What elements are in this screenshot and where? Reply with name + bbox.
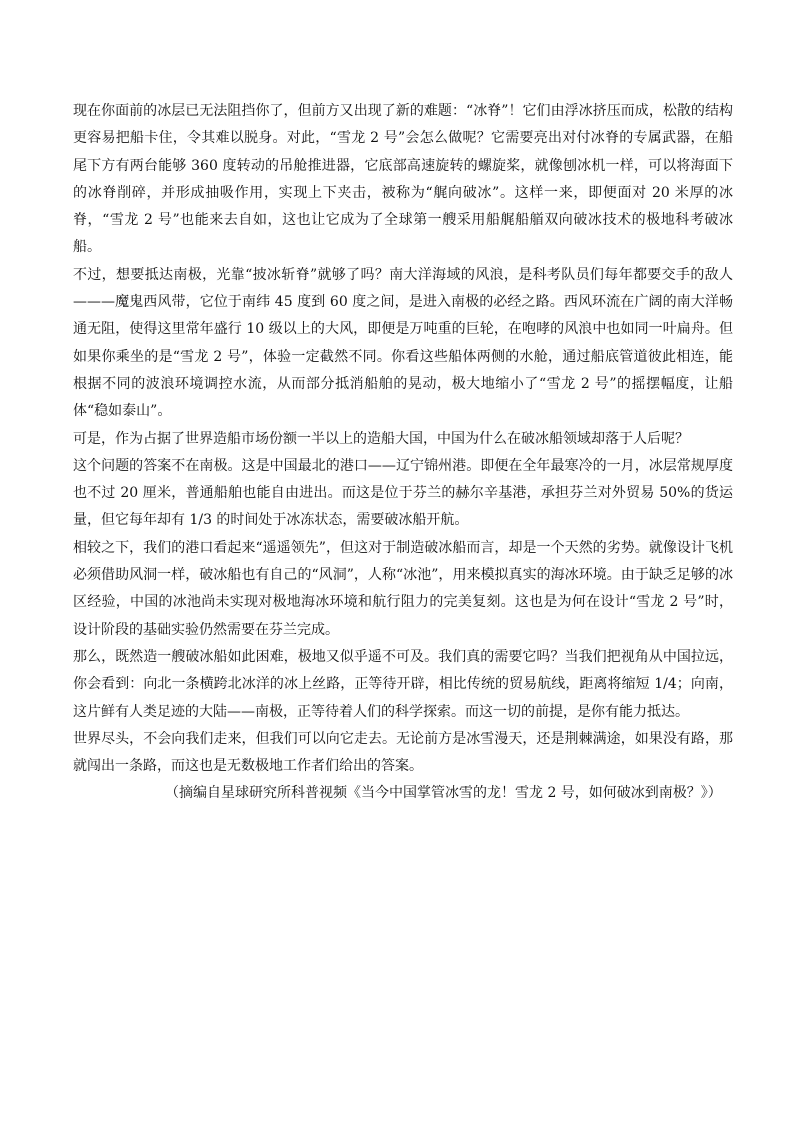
paragraph-ports: 这个问题的答案不在南极。这是中国最北的港口——辽宁锦州港。即便在全年最寒冷的一月，冰层常规厚度也不过 20 厘米，普通船舶也能自由进出。而这是位于芬兰的赫尔辛基港，承担芬兰对外贸易 50%的货运量，但它每年却有 1/3 的时间处于冰冻状态，需要破冰船开航。 — [73, 457, 733, 529]
source-citation: （摘编自星球研究所科普视频《当今中国掌管冰雪的龙！雪龙 2 号，如何破冰到南极？》） — [165, 785, 722, 802]
paragraph-ice-ridge: 现在你面前的冰层已无法阻挡你了，但前方又出现了新的难题：“冰脊”！它们由浮冰挤压而成，松散的结构更容易把船卡住，令其难以脱身。对此，“雪龙 2 号”会怎么做呢？它需要亮出对付冰脊的专属武器，在船尾下方有两台能够 360 度转动的吊舱推进器，它底部高速旋转的螺旋桨，就像刨冰机一样，可以将海面下的冰脊削碎，并形成抽吸作用，实现上下夹击，被称为“艉向破冰”。这样一来，即便面对 20 米厚的冰脊，“雪龙 2 号”也能来去自如，这也让它成为了全球第一艘采用船艉船艏双向破冰技术的极地科考破冰船。 — [73, 103, 733, 256]
document-page — [73, 98, 733, 808]
paragraph-ice-basin: 相较之下，我们的港口看起来“遥遥领先”，但这对于制造破冰船而言，却是一个天然的劣势。就像设计飞机必须借助风洞一样，破冰船也有自己的“风洞”，人称“冰池”，用来模拟真实的海冰环境。由于缺乏足够的冰区经验，中国的冰池尚未实现对极地海冰环境和航行阻力的完美复刻。这也是为何在设计“雪龙 2 号”时，设计阶段的基础实验仍然需要在芬兰完成。 — [73, 539, 733, 638]
paragraph-question: 可是，作为占据了世界造船市场份额一半以上的造船大国，中国为什么在破冰船领域却落于人后呢？ — [73, 430, 689, 447]
paragraph-westerlies: 不过，想要抵达南极，光靠“披冰斩脊”就够了吗？南大洋海域的风浪，是科考队员们每年都要交手的敌人———魔鬼西风带，它位于南纬 45 度到 60 度之间，是进入南极的必经之路。西风环流在广阔的南大洋畅通无阻，使得这里常年盛行 10 级以上的大风，即便是万吨重的巨轮，在咆哮的风浪中也如同一叶扁舟。但如果你乘坐的是“雪龙 2 号”，体验一定截然不同。你看这些船体两侧的水舱，通过船底管道彼此相连，能根据不同的波浪环境调控水流，从而部分抵消船舶的晃动，极大地缩小了“雪龙 2 号”的摇摆幅度，让船体“稳如泰山”。 — [73, 266, 733, 420]
paragraph-why-needed: 那么，既然造一艘破冰船如此困难，极地又似乎遥不可及。我们真的需要它吗？当我们把视角从中国拉远，你会看到：向北一条横跨北冰洋的冰上丝路，正等待开辟，相比传统的贸易航线，距离将缩短 1/4；向南，这片鲜有人类足迹的大陆——南极，正等待着人们的科学探索。而这一切的前提，是你有能力抵达。 — [73, 648, 733, 720]
paragraph-conclusion: 世界尽头，不会向我们走来，但我们可以向它走去。无论前方是冰雪漫天，还是荆棘满途，如果没有路，那就闯出一条路，而这也是无数极地工作者们给出的答案。 — [73, 730, 733, 775]
